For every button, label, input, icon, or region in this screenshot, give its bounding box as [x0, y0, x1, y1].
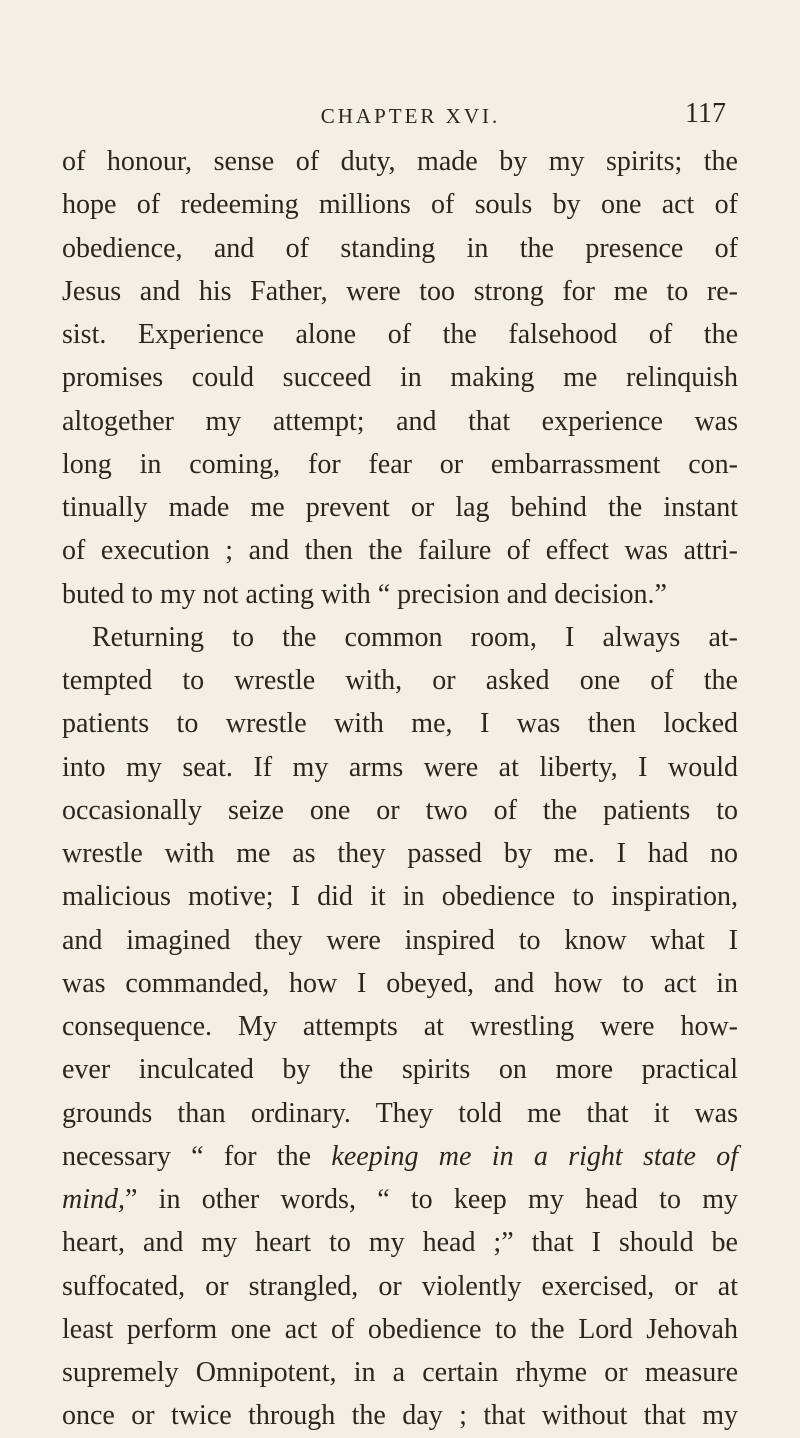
text-line: least perform one act of obedience to the Lord Jehovah — [62, 1313, 738, 1345]
text-line: heart, and my heart to my head ;” that I should be — [62, 1227, 738, 1259]
text-line: grounds than ordinary. They told me that it was — [62, 1097, 738, 1129]
text-line: sist. Experience alone of the falsehood of the — [62, 319, 738, 350]
text-line — [62, 1178, 738, 1221]
text-line: Returning to the common room, I always at- — [92, 621, 738, 653]
text-line: suffocated, or strangled, or violently exercised, or at — [62, 1270, 738, 1302]
body-text — [62, 140, 738, 1438]
text-line: and imagined they were inspired to know what I — [62, 924, 738, 956]
text-line: was commanded, how I obeyed, and how to act in — [62, 967, 738, 999]
text-line: hope of redeeming millions of souls by one act of — [62, 189, 738, 221]
text-line: consequence. My attempts at wrestling were how- — [62, 1011, 738, 1042]
running-head: CHAPTER XVI. — [320, 104, 501, 128]
text-line: Jesus and his Father, were too strong for me to re- — [62, 275, 738, 307]
text-line: into my seat. If my arms were at liberty, I would — [62, 751, 738, 783]
text-line: long in coming, for fear or embarrassment con- — [62, 448, 738, 480]
text-line: tinually made me prevent or lag behind the instant — [62, 492, 738, 523]
text-line: patients to wrestle with me, I was then locked — [62, 708, 738, 740]
text-line — [62, 1135, 738, 1178]
text-line: of execution ; and then the failure of effect was attri- — [62, 535, 738, 567]
text-line: buted to my not acting with “ precision and decision.” — [62, 578, 667, 610]
text-line: altogether my attempt; and that experience was — [62, 405, 738, 437]
text-line: malicious motive; I did it in obedience to inspiration, — [62, 881, 738, 913]
text-span: necessary “ for the — [62, 1140, 332, 1172]
text-line: once or twice through the day ; that without that my — [62, 1400, 738, 1432]
text-line: tempted to wrestle with, or asked one of the — [62, 665, 738, 696]
text-line: ever inculcated by the spirits on more practical — [62, 1054, 738, 1086]
text-line: supremely Omnipotent, in a certain rhyme or measure — [62, 1357, 738, 1388]
page-number: 117 — [685, 98, 726, 129]
italic-text: keeping me in a right state of — [331, 1140, 738, 1172]
text-line: occasionally seize one or two of the patients to — [62, 794, 738, 826]
text-line: promises could succeed in making me relinquish — [62, 362, 738, 394]
italic-text: mind, — [62, 1184, 125, 1215]
text-span: ” in other words, “ to keep my head to my — [125, 1184, 738, 1215]
text-line: wrestle with me as they passed by me. I had no — [62, 838, 738, 869]
text-line: of honour, sense of duty, made by my spirits; the — [62, 146, 738, 177]
text-line: obedience, and of standing in the presence of — [62, 232, 738, 264]
